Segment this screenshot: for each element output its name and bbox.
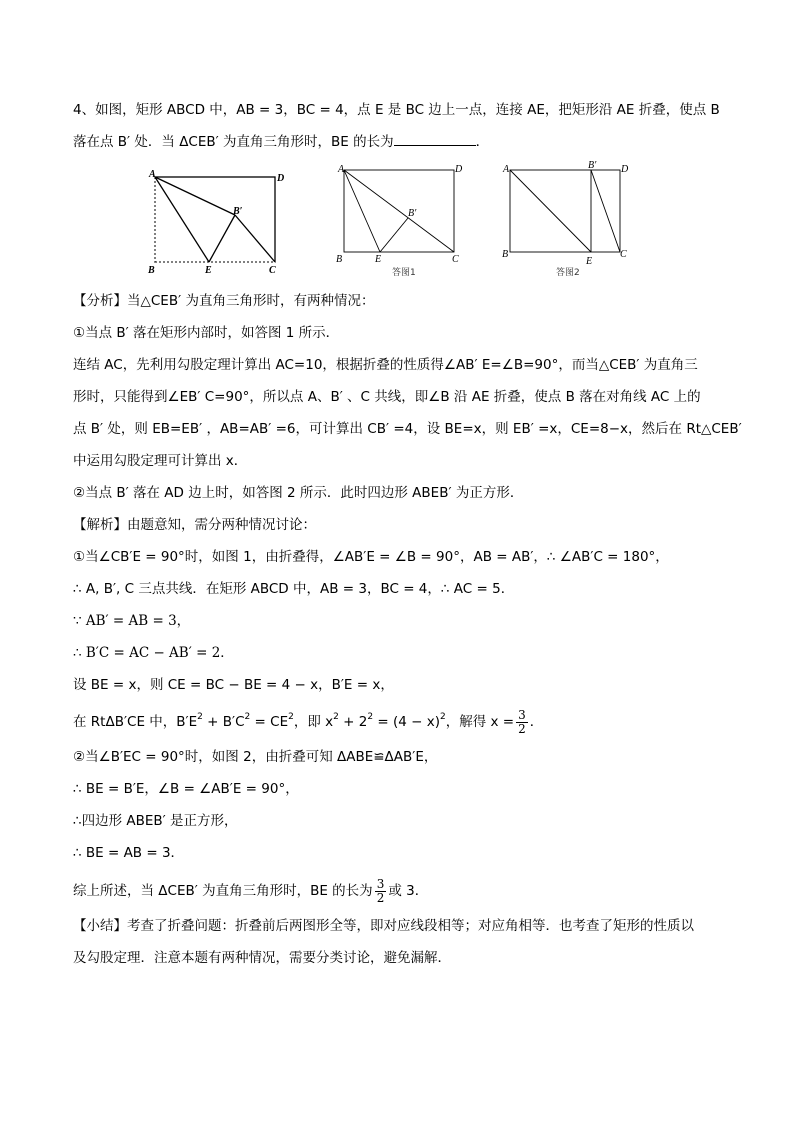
summary-line: 及勾股定理．注意本题有两种情况，需要分类讨论，避免漏解． <box>73 950 451 966</box>
analysis-case-2: ②当点 B′ 落在 AD 边上时，如答图 2 所示．此时四边形 ABEB′ 为正方形． <box>73 485 524 501</box>
label-A: A <box>149 169 156 180</box>
label-Bprime: B′ <box>408 208 417 219</box>
solution-step-pythagoras: 在 RtΔB′CE 中，$B'E^2 + B'C^2 = CE^2$，即 $x^2 + 2^2 = (4 - x)^2$，解得 x = $\frac{3}{2}$ ． <box>73 707 544 736</box>
solution-step: ∴ B′C = AC − AB′ = 2． <box>73 645 234 661</box>
figure-answer-1 <box>332 160 467 278</box>
label-E: E <box>586 256 593 267</box>
label-B: B <box>502 249 509 260</box>
solution-step: ∴四边形 ABEB′ 是正方形， <box>73 813 238 829</box>
label-A: A <box>338 164 345 175</box>
solution-step: ①当∠CB′E = 90°时，如图 1，由折叠得，∠AB′E = ∠B = 90°，AB = AB′，∴ ∠AB′C = 180°， <box>73 549 669 565</box>
solution-step: ∵ AB′ = AB = 3， <box>73 613 191 629</box>
label-E: E <box>375 254 382 265</box>
problem-line-1: 4、如图，矩形 ABCD 中，AB = 3，BC = 4，点 E 是 BC 边上一点，连接 AE，把矩形沿 AE 折叠，使点 B <box>73 102 720 118</box>
solution-step: ②当∠B′EC = 90°时，如图 2，由折叠可知 ΔABE≌ΔAB′E， <box>73 749 438 765</box>
solution-step: ∴ BE = AB = 3． <box>73 845 185 861</box>
analysis-para-line: 形时，只能得到∠EB′ C=90°，所以点 A、B′ 、C 共线，即∠B 沿 AE 折叠，使点 B 落在对角线 AC 上的 <box>73 389 701 405</box>
fraction-three-halves: $\frac{3}{2}$ <box>376 876 385 905</box>
analysis-heading: 【分析】当△CEB′ 为直角三角形时，有两种情况： <box>73 293 375 309</box>
label-B: B <box>148 265 155 276</box>
label-C: C <box>620 249 627 260</box>
label-C: C <box>452 254 459 265</box>
label-D: D <box>277 173 285 184</box>
answer-blank <box>394 133 476 146</box>
problem-line-2: 落在点 B′ 处．当 ΔCEB′ 为直角三角形时，BE 的长为 ． <box>73 134 490 150</box>
solution-conclusion: 综上所述，当 ΔCEB′ 为直角三角形时，BE 的长为 $\frac{3}{2}$ 或 3． <box>73 876 429 905</box>
figure-answer-2 <box>498 160 633 278</box>
analysis-para-line: 中运用勾股定理可计算出 x． <box>73 453 248 469</box>
label-C: C <box>269 265 276 276</box>
solution-step: 设 BE = x，则 CE = BC − BE = 4 − x，B′E = x， <box>73 677 394 693</box>
fraction-three-halves: $\frac{3}{2}$ <box>518 707 526 736</box>
analysis-para-line: 连结 AC，先利用勾股定理计算出 AC=10，根据折叠的性质得∠AB′ E=∠B=90°，而当△CEB′ 为直角三 <box>73 357 698 373</box>
analysis-para-line: 点 B′ 处，则 EB=EB′ ，AB=AB′ =6，可计算出 CB′ =4，设 BE=x，则 EB′ =x，CE=8−x，然后在 Rt△CEB′ <box>73 421 742 437</box>
label-B: B <box>336 254 343 265</box>
label-E: E <box>205 265 212 276</box>
label-Bprime: B′ <box>588 160 597 171</box>
label-D: D <box>455 164 463 175</box>
solution-heading: 【解析】由题意知，需分两种情况讨论： <box>73 517 316 533</box>
label-D: D <box>621 164 629 175</box>
solution-step: ∴ A, B′, C 三点共线．在矩形 ABCD 中，AB = 3，BC = 4，∴ AC = 5． <box>73 581 515 597</box>
figure-original <box>143 165 298 277</box>
solution-step: ∴ BE = B′E，∠B = ∠AB′E = 90°， <box>73 781 299 797</box>
caption-answer-1: 答图1 <box>392 268 416 278</box>
caption-answer-2: 答图2 <box>556 268 580 278</box>
label-Bprime: B′ <box>233 206 243 217</box>
analysis-case-1: ①当点 B′ 落在矩形内部时，如答图 1 所示． <box>73 325 340 341</box>
label-A: A <box>503 164 510 175</box>
summary-line: 【小结】考查了折叠问题：折叠前后两图形全等，即对应线段相等；对应角相等．也考查了矩形的性质以 <box>73 918 694 934</box>
